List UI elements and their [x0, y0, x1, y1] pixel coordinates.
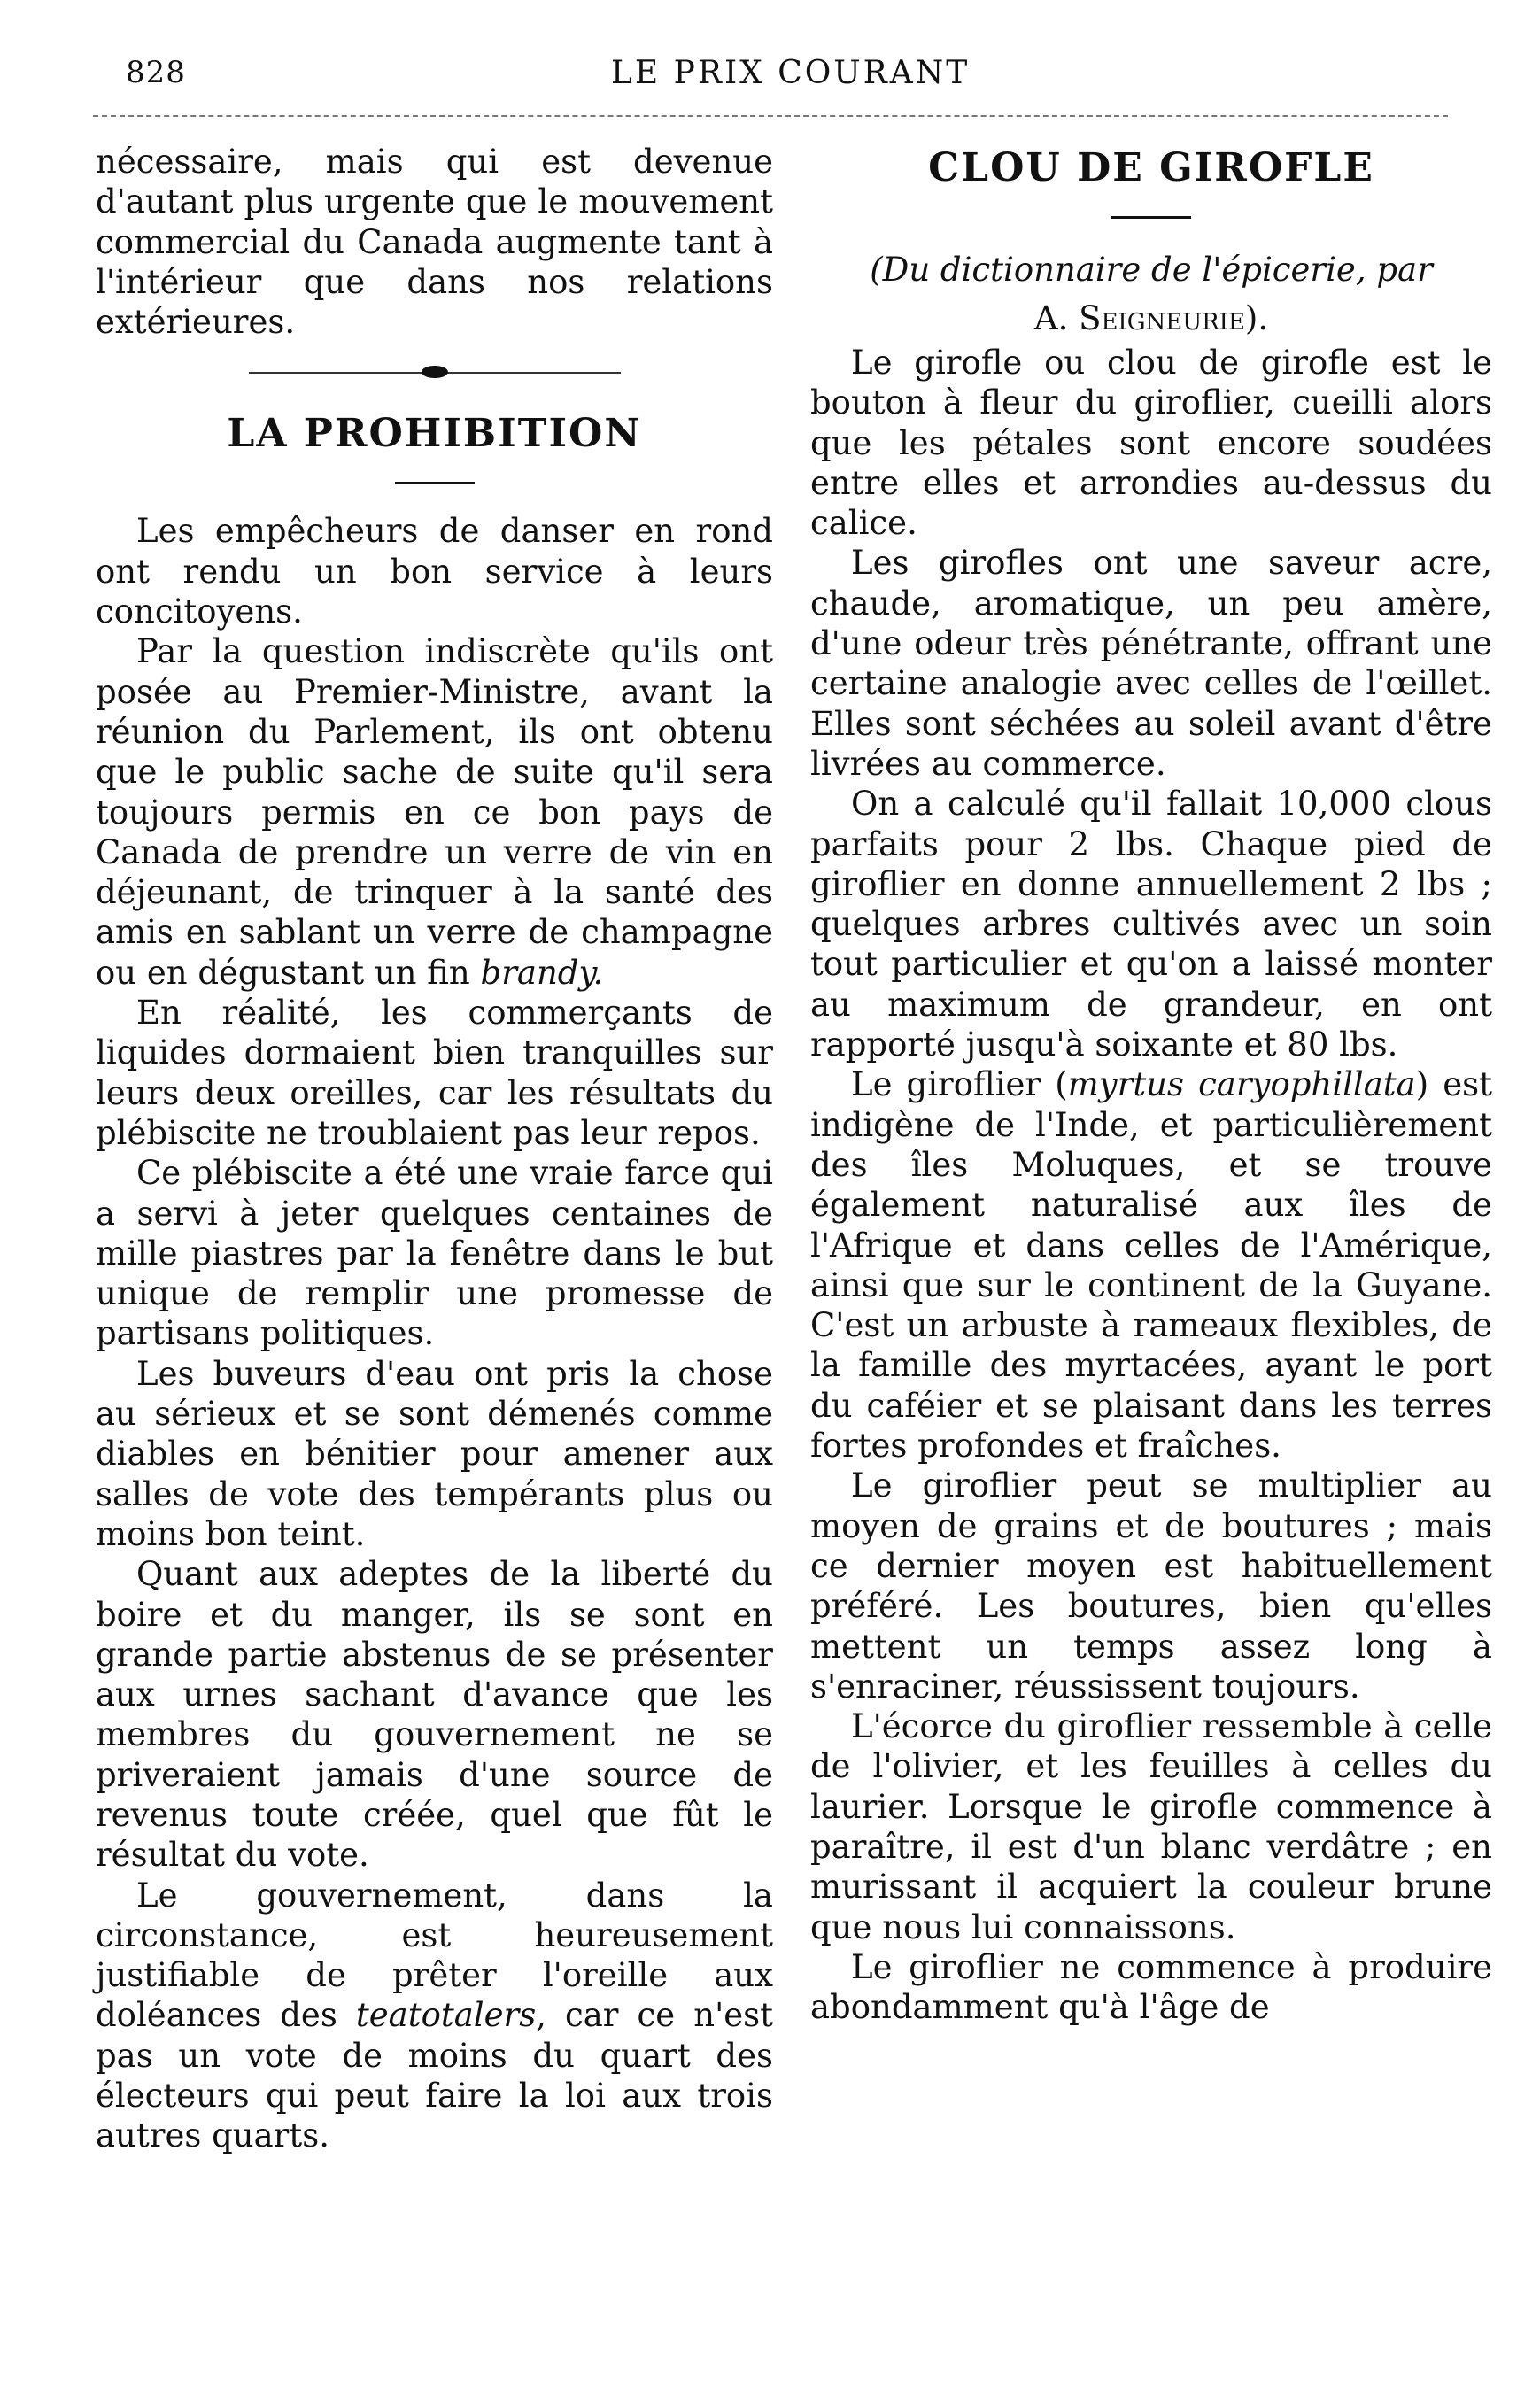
- paragraph: L'écorce du giroflier ressemble à celle de l'olivier, et les feuilles à celles du laurier. Lorsque le girofle commence à paraître, il est d'un blanc verdâtre ; en murissant il acquiert la couleur brune que nous lui connaissons.: [810, 1707, 1492, 1946]
- paragraph: Les girofles ont une saveur acre, chaude, aromatique, un peu amère, d'une odeur très pénétrante, offrant une certaine analogie avec celles de l'œillet. Elles sont séchées au soleil avant d'être livrées au commerce.: [810, 544, 1492, 783]
- heading-rule: [395, 482, 475, 484]
- paragraph: Les empêcheurs de danser en rond ont rendu un bon service à leurs concitoyens.: [96, 512, 773, 631]
- source-citation: (Du dictionnaire de l'épicerie, par: [870, 251, 1433, 289]
- paragraph-text: Le gouvernement, dans la circonstance, est heureusement justifiable de prêter l'oreille aux doléances des: [96, 1876, 773, 2035]
- italic-term: myrtus caryophillata: [1067, 1065, 1416, 1104]
- italic-term: brandy.: [480, 953, 604, 992]
- paragraph: Les buveurs d'eau ont pris la chose au sérieux et se sont démenés comme diables en bénitier pour amener aux salles de vote des tempérants plus ou moins bon teint.: [96, 1354, 773, 1553]
- paragraph: Le giroflier ne commence à produire abondamment qu'à l'âge de: [810, 1947, 1492, 2027]
- paragraph: Ce plébiscite a été une vraie farce qui a servi à jeter quelques centaines de mille piastres par la fenêtre dans le but unique de remplir une promesse de partisans politiques.: [96, 1154, 773, 1353]
- paragraph: [810, 1064, 1492, 1466]
- source-author: A. Seigneurie).: [1033, 299, 1269, 337]
- italic-term: teatotalers: [355, 1996, 537, 2035]
- divider-ornament: [422, 366, 448, 378]
- left-column: [96, 142, 773, 2156]
- continued-paragraph: nécessaire, mais qui est devenue d'autant plus urgente que le mouvement commercial du Canada augmente tant à l'intérieur que dans nos relations extérieures.: [96, 143, 773, 342]
- paragraph: [96, 1876, 773, 2156]
- paragraph-text: , car ce n'est pas un vote de moins du quart des électeurs qui peut faire la loi aux trois autres quarts.: [96, 1996, 773, 2155]
- paragraph: Le giroflier peut se multiplier au moyen de grains et de boutures ; mais ce dernier moyen est habituellement préféré. Les boutures, bien qu'elles mettent un temps assez long à s'enraciner, réussissent toujours.: [810, 1466, 1492, 1706]
- paragraph-text: ) est indigène de l'Inde, et particulièrement des îles Moluques, et se trouve également naturalisé aux îles de l'Afrique et dans celles de l'Amérique, ainsi que sur le continent de la Guyane. C'est un arbuste à rameaux flexibles, de la famille des myrtacées, ayant le port du caféier et se plaisant dans les terres fortes profondes et fraîches.: [810, 1065, 1492, 1466]
- page-number: 828: [126, 55, 186, 90]
- page-header: [0, 55, 1540, 108]
- paragraph: [96, 631, 773, 993]
- running-title: LE PRIX COURANT: [611, 55, 971, 91]
- header-divider: [93, 115, 1448, 117]
- right-column: [810, 142, 1492, 2027]
- paragraph-text: Le giroflier (: [851, 1065, 1068, 1104]
- paragraph: Quant aux adeptes de la liberté du boire et du manger, ils se sont en grande partie abstenus de se présenter aux urnes sachant d'avance que les membres du gouvernement ne se priveraient jamais d'une source de revenus toute créée, quel que fût le résultat du vote.: [96, 1555, 773, 1875]
- paragraph: Le girofle ou clou de girofle est le bouton à fleur du giroflier, cueilli alors que les pétales sont encore soudées entre elles et arrondies au-dessus du calice.: [810, 344, 1492, 543]
- paragraph: En réalité, les commerçants de liquides dormaient bien tranquilles sur leurs deux oreilles, car les résultats du plébiscite ne troublaient pas leur repos.: [96, 994, 773, 1152]
- paragraph: On a calculé qu'il fallait 10,000 clous parfaits pour 2 lbs. Chaque pied de giroflier en donne annuellement 2 lbs ; quelques arbres cultivés avec un soin tout particulier et qu'on a laissé monter au maximum de grandeur, en ont rapporté jusqu'à soixante et 80 lbs.: [810, 785, 1492, 1064]
- paragraph-text: Par la question indiscrète qu'ils ont posée au Premier-Ministre, avant la réunion du Parlement, ils ont obtenu que le public sache de suite qu'il sera toujours permis en ce bon pays de Canada de prendre un verre de vin en déjeunant, de trinquer à la santé des amis en sablant un verre de champagne ou en dégustant un fin: [96, 632, 773, 992]
- ornamental-divider: [249, 368, 621, 377]
- section-heading-clou-de-girofle: CLOU DE GIROFLE: [928, 145, 1374, 190]
- section-heading-prohibition: LA PROHIBITION: [227, 411, 642, 457]
- heading-rule: [1111, 216, 1191, 219]
